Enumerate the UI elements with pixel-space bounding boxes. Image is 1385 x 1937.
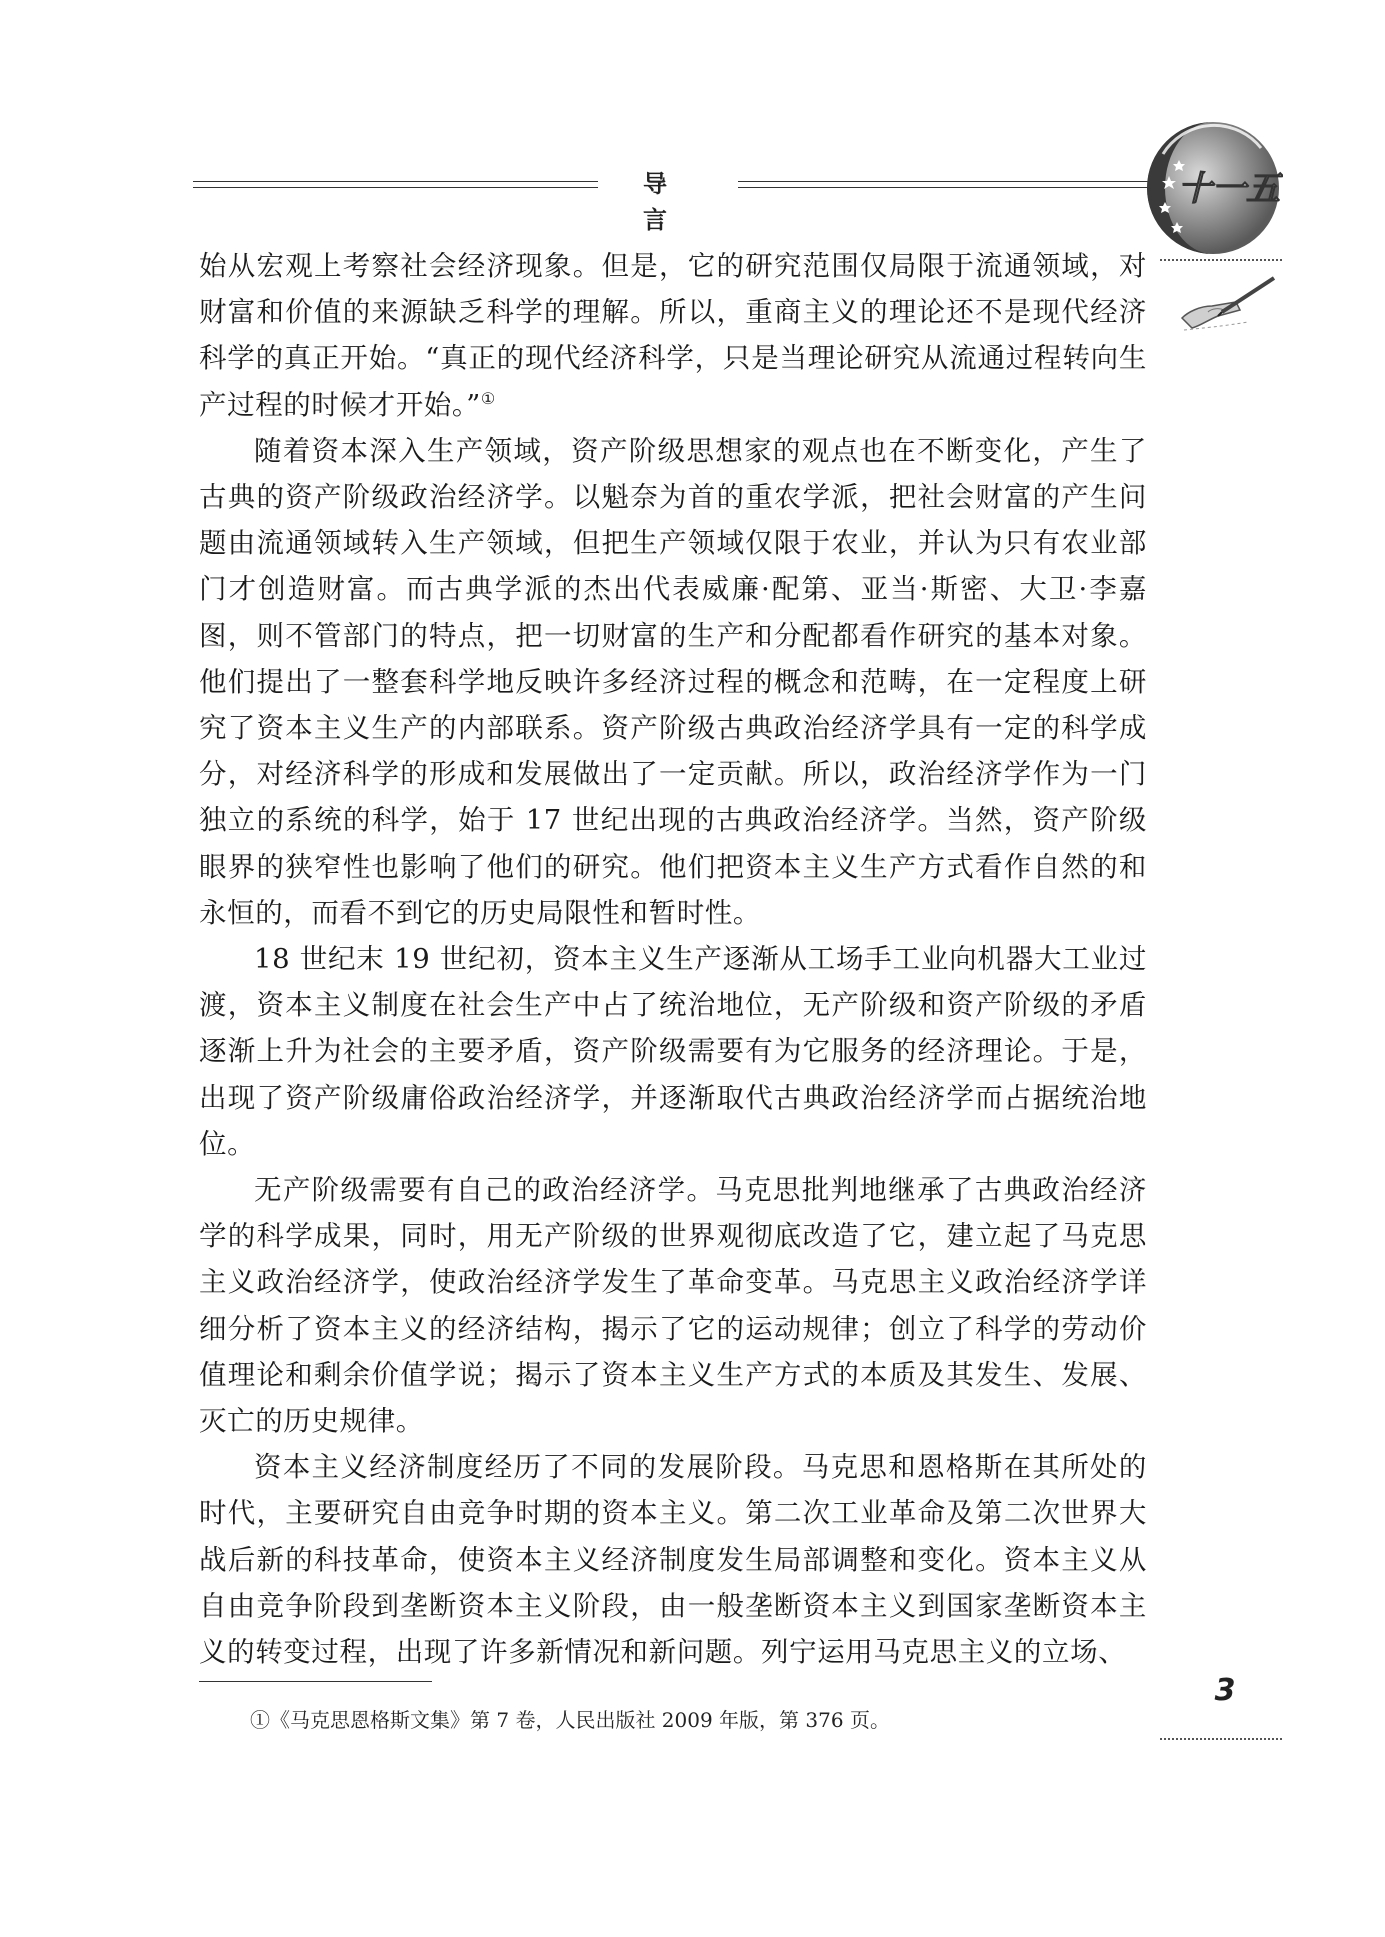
paragraph-3: 18 世纪末 19 世纪初，资本主义生产逐渐从工场手工业向机器大工业过渡，资本主义制度在社会生产中占了统治地位，无产阶级和资产阶级的矛盾逐渐上升为社会的主要矛盾，资产阶级需要有为它服务的经济理论。于是，出现了资产阶级庸俗政治经济学，并逐渐取代古典政治经济学而占据统治地位。 [199,943,1147,1160]
paragraph-5: 资本主义经济制度经历了不同的发展阶段。马克思和恩格斯在其所处的时代，主要研究自由竞争时期的资本主义。第二次工业革命及第二次世界大战后新的科技革命，使资本主义经济制度发生局部调整和变化。资本主义从自由竞争阶段到垄断资本主义阶段，由一般垄断资本主义到国家垄断资本主义的转变过程，出现了许多新情况和新问题。列宁运用马克思主义的立场、 [199,1451,1147,1669]
page-number: 3 [1214,1673,1236,1708]
footnote: ①《马克思恩格斯文集》第 7 卷，人民出版社 2009 年版，第 376 页。 [250,1708,890,1732]
margin-dotted-rule-top [1160,259,1282,261]
header-rule-right [738,181,1158,188]
running-header-title: 导 言 [643,170,693,234]
series-logo-icon [1143,118,1283,258]
writing-hand-icon [1178,272,1278,334]
body-text [199,243,1147,1675]
footnote-rule [199,1681,432,1682]
footnote-marker[interactable]: ① [480,388,496,408]
margin-dotted-rule-bottom [1160,1738,1282,1740]
paragraph-2: 随着资本深入生产领域，资产阶级思想家的观点也在不断变化，产生了古典的资产阶级政治经济学。以魁奈为首的重农学派，把社会财富的产生问题由流通领域转入生产领域，但把生产领域仅限于农业，并认为只有农业部门才创造财富。而古典学派的杰出代表威廉·配第、亚当·斯密、大卫·李嘉图，则不管部门的特点，把一切财富的生产和分配都看作研究的基本对象。他们提出了一整套科学地反映许多经济过程的概念和范畴，在一定程度上研究了资本主义生产的内部联系。资产阶级古典政治经济学具有一定的科学成分，对经济科学的形成和发展做出了一定贡献。所以，政治经济学作为一门独立的系统的科学，始于 17 世纪出现的古典政治经济学。当然，资产阶级眼界的狭窄性也影响了他们的研究。他们把资本主义生产方式看作自然的和永恒的，而看不到它的历史局限性和暂时性。 [199,434,1147,929]
paragraph-1: 始从宏观上考察社会经济现象。但是，它的研究范围仅局限于流通领域，对财富和价值的来源缺乏科学的理解。所以，重商主义的理论还不是现代经济科学的真正开始。“真正的现代经济科学，只是当理论研究从流通过程转向生产过程的时候才开始。”① [199,250,1147,421]
paragraph-4: 无产阶级需要有自己的政治经济学。马克思批判地继承了古典政治经济学的科学成果，同时，用无产阶级的世界观彻底改造了它，建立起了马克思主义政治经济学，使政治经济学发生了革命变革。马克思主义政治经济学详细分析了资本主义的经济结构，揭示了它的运动规律；创立了科学的劳动价值理论和剩余价值学说；揭示了资本主义生产方式的本质及其发生、发展、灭亡的历史规律。 [199,1174,1147,1438]
series-logo-text: 十一五 [1178,169,1280,209]
header-rule-left [193,181,598,188]
